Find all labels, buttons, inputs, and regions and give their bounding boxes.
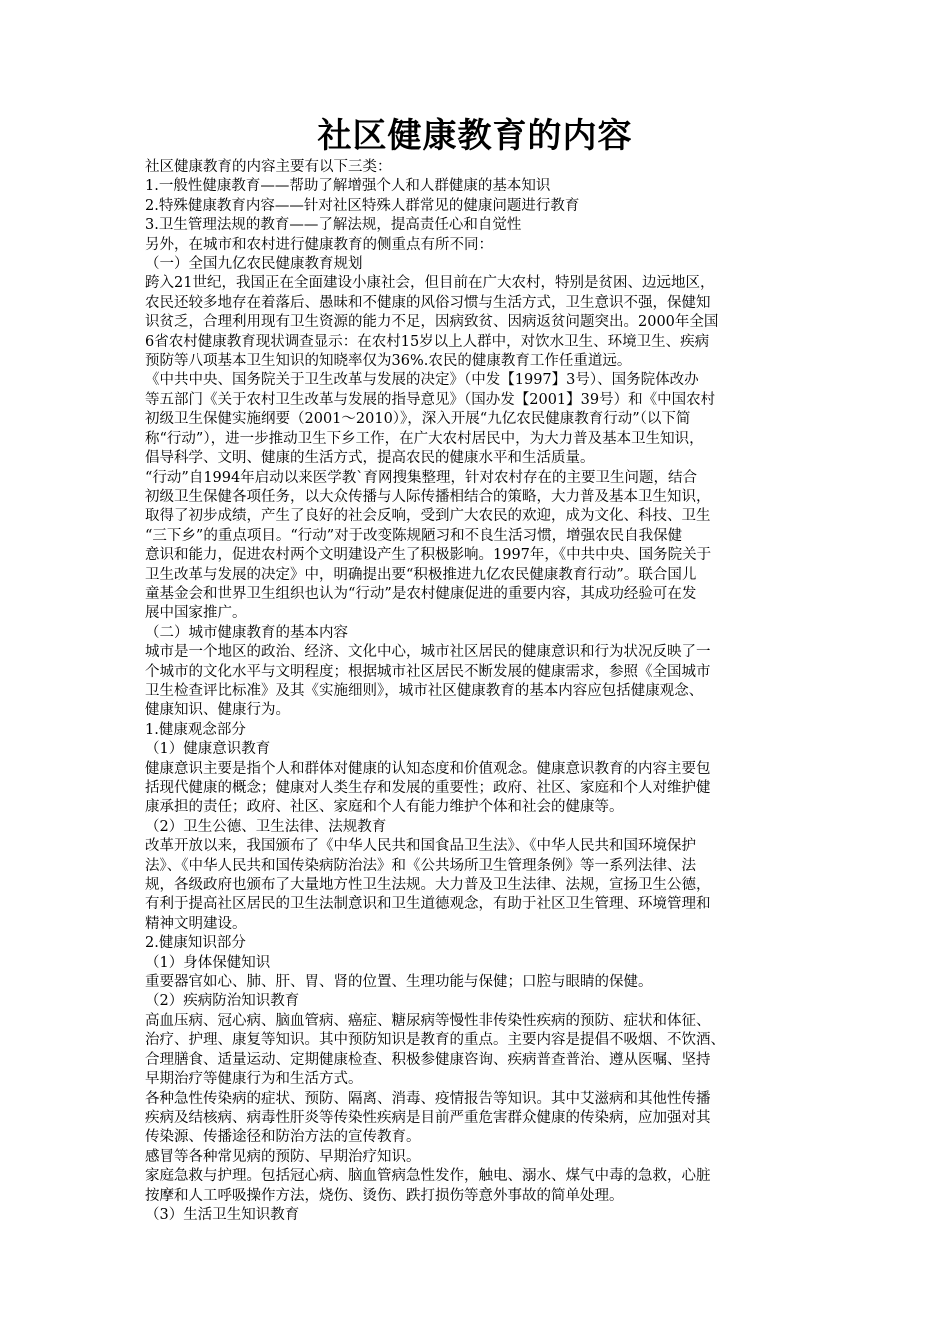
- text-line: 合理膳食、适量运动、定期健康检查、积极参健康咨询、疾病普查普治、遵从医嘱、坚持: [145, 1051, 711, 1068]
- text-line: 1.一般性健康教育——帮助了解增强个人和人群健康的基本知识: [145, 178, 551, 195]
- text-line: 按摩和人工呼吸操作方法，烧伤、烫伤、跌打损伤等意外事故的简单处理。: [145, 1187, 624, 1204]
- text-line: 1.健康观念部分: [145, 721, 246, 738]
- text-line: 6省农村健康教育现状调查显示：在农村15岁以上人群中，对饮水卫生、环境卫生、疾病: [145, 333, 710, 350]
- text-line: 倡导科学、文明、健康的生活方式，提高农民的健康水平和生活质量。: [145, 450, 595, 467]
- text-line: 法》、《中华人民共和国传染病防治法》和《公共场所卫生管理条例》等一系列法律、法: [145, 857, 696, 874]
- text-line: 卫生改革与发展的决定》中，明确提出要“积极推进九亿农民健康教育行动”。联合国儿: [145, 566, 697, 583]
- text-line: 早期治疗等健康行为和生活方式。: [145, 1071, 363, 1088]
- text-line: 传染源、传播途径和防治方法的宣传教育。: [145, 1129, 421, 1146]
- text-line: 健康意识主要是指个人和群体对健康的认知态度和价值观念。健康意识教育的内容主要包: [145, 760, 711, 777]
- text-line: 精神文明建设。: [145, 915, 247, 932]
- text-line: 改革开放以来，我国颁布了《中华人民共和国食品卫生法》、《中华人民共和国环境保护: [145, 838, 696, 855]
- text-line: 城市是一个地区的政治、经济、文化中心，城市社区居民的健康意识和行为状况反映了一: [145, 644, 711, 661]
- text-line: 2.特殊健康教育内容——针对社区特殊人群常见的健康问题进行教育: [145, 197, 580, 214]
- text-line: 各种急性传染病的症状、预防、隔离、消毒、疫情报告等知识。其中艾滋病和其他性传播: [145, 1090, 711, 1107]
- text-line: 《中共中央、国务院关于卫生改革与发展的决定》（中发【1997】3号）、国务院体改办: [145, 372, 699, 389]
- text-line: （二）城市健康教育的基本内容: [145, 624, 348, 641]
- text-line: （3）生活卫生知识教育: [145, 1206, 300, 1223]
- text-line: 健康知识、健康行为。: [145, 702, 290, 719]
- text-line: 家庭急救与护理。包括冠心病、脑血管病急性发作，触电、溺水、煤气中毒的急救，心脏: [145, 1168, 711, 1185]
- text-line: 规，各级政府也颁布了大量地方性卫生法规。大力普及卫生法律、法规，宣扬卫生公德，: [145, 877, 711, 894]
- text-line: （1）健康意识教育: [145, 741, 271, 758]
- text-line: 有利于提高社区居民的卫生法制意识和卫生道德观念，有助于社区卫生管理、环境管理和: [145, 896, 711, 913]
- text-line: 意识和能力，促进农村两个文明建设产生了积极影响。1997年，《中共中央、国务院关于: [145, 547, 712, 564]
- text-line: （2）疾病防治知识教育: [145, 993, 300, 1010]
- text-line: 2.健康知识部分: [145, 935, 246, 952]
- text-line: 预防等八项基本卫生知识的知晓率仅为36%.农民的健康教育工作任重道远。: [145, 353, 632, 370]
- text-line: 等五部门《关于农村卫生改革与发展的指导意见》（国办发【2001】39号）和《中国农村: [145, 391, 716, 408]
- text-line: 卫生检查评比标准》及其《实施细则》，城市社区健康教育的基本内容应包括健康观念、: [145, 682, 704, 699]
- text-line: （2）卫生公德、卫生法律、法规教育: [145, 818, 387, 835]
- document-title: 社区健康教育的内容: [317, 116, 633, 156]
- text-line: “三下乡”的重点项目。“行动”对于改变陈规陋习和不良生活习惯，增强农民自我保健: [145, 527, 683, 544]
- text-line: 疾病及结核病、病毒性肝炎等传染性疾病是目前严重危害群众健康的传染病，应加强对其: [145, 1109, 711, 1126]
- text-line: 农民还较多地存在着落后、愚昧和不健康的风俗习惯与生活方式，卫生意识不强，保健知: [145, 294, 711, 311]
- document-body: [145, 158, 805, 1225]
- text-line: 初级卫生保健各项任务，以大众传播与人际传播相结合的策略，大力普及基本卫生知识，: [145, 488, 711, 505]
- text-line: （1）身体保健知识: [145, 954, 271, 971]
- text-line: 重要器官如心、肺、肝、胃、肾的位置、生理功能与保健；口腔与眼睛的保健。: [145, 974, 653, 991]
- text-line: 感冒等各种常见病的预防、早期治疗知识。: [145, 1148, 421, 1165]
- text-line: 初级卫生保健实施纲要（2001～2010）》，深入开展“九亿农民健康教育行动”（以下简: [145, 411, 691, 428]
- text-line: 个城市的文化水平与文明程度；根据城市社区居民不断发展的健康需求，参照《全国城市: [145, 663, 711, 680]
- text-line: 取得了初步成绩，产生了良好的社会反响，受到广大农民的欢迎，成为文化、科技、卫生: [145, 508, 711, 525]
- text-line: 社区健康教育的内容主要有以下三类：: [145, 159, 392, 175]
- text-line: 括现代健康的概念；健康对人类生存和发展的重要性；政府、社区、家庭和个人对维护健: [145, 780, 711, 796]
- text-line: 跨入21世纪，我国正在全面建设小康社会，但目前在广大农村，特别是贫困、边远地区，: [145, 275, 715, 292]
- text-line: 治疗、护理、康复等知识。其中预防知识是教育的重点。主要内容是提倡不吸烟、不饮酒、: [145, 1032, 725, 1049]
- text-line: 另外，在城市和农村进行健康教育的侧重点有所不同：: [145, 236, 493, 253]
- text-line: 高血压病、冠心病、脑血管病、癌症、糖尿病等慢性非传染性疾病的预防、症状和体征、: [145, 1012, 711, 1029]
- text-line: 童基金会和世界卫生组织也认为“行动”是农村健康促进的重要内容，其成功经验可在发: [145, 585, 697, 602]
- text-line: 展中国家推广。: [145, 605, 247, 622]
- text-line: （一）全国九亿农民健康教育规划: [145, 256, 363, 273]
- text-line: 康承担的责任；政府、社区、家庭和个人有能力维护个体和社会的健康等。: [145, 799, 624, 816]
- text-line: 称“行动”），进一步推动卫生下乡工作，在广大农村居民中，为大力普及基本卫生知识，: [145, 430, 704, 447]
- text-line: 识贫乏，合理利用现有卫生资源的能力不足，因病致贫、因病返贫问题突出。2000年全国: [145, 314, 719, 331]
- text-line: 3.卫生管理法规的教育——了解法规，提高责任心和自觉性: [145, 217, 522, 234]
- text-line: “行动”自1994年启动以来医学教`育网搜集整理，针对农村存在的主要卫生问题，结合: [145, 469, 697, 486]
